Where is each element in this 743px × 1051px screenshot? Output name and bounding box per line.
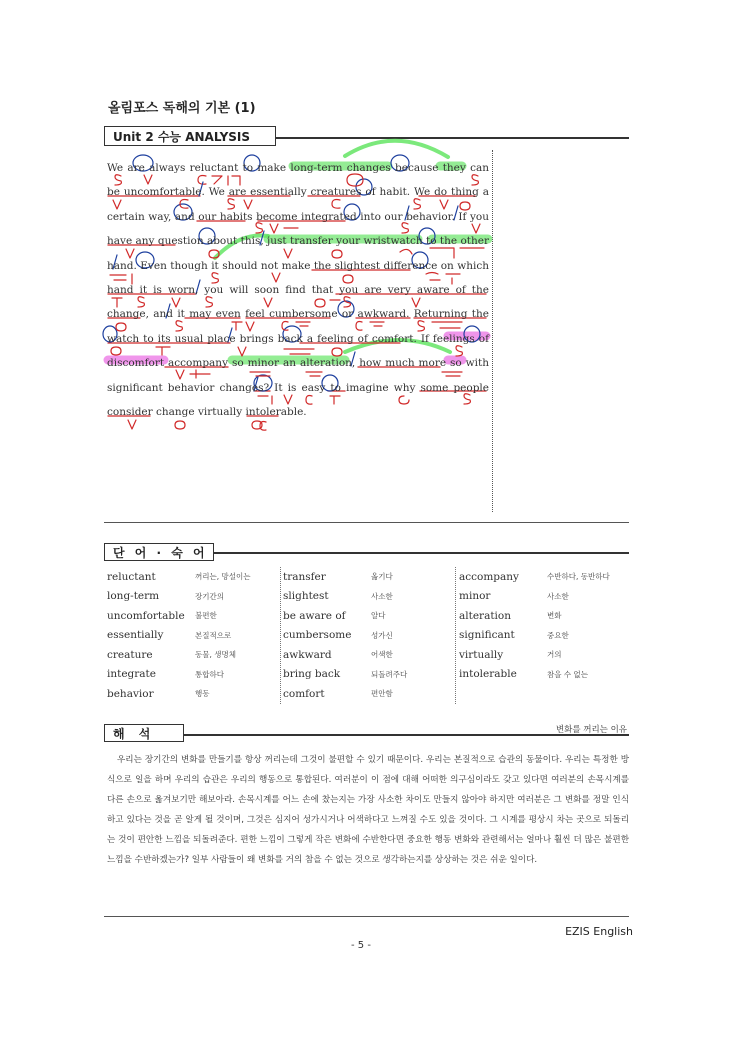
vocab-meaning: 성가신 xyxy=(371,630,393,640)
vocab-meaning: 참을 수 없는 xyxy=(547,669,588,679)
reading-passage: We are always reluctant to make long-term changes because they can be uncomfortable. We are essentially creatures of habit. We do thing a certain way, and our habits become integrated into our behavior. If you have any question about this, just transfer your wristwatch to the other hand. Even though it should not make the slightest difference on which hand it is worn, you will soon find that you are very aware of the change, and it may even feel cumbersome or awkward. Returning the watch to its usual place brings back a feeling of comfort. If feelings of discomfort accompany so minor an alteration, how much more so with significant behavior changes? It is easy to imagine why some people consider change virtually intolerable. xyxy=(107,162,489,419)
vocab-word: integrate xyxy=(107,668,156,681)
vocab-word: transfer xyxy=(283,570,326,583)
vocab-word: comfort xyxy=(283,687,325,700)
vocab-row xyxy=(107,645,250,665)
vocab-row xyxy=(283,665,407,685)
unit-label-box: Unit 2 수능 ANALYSIS xyxy=(104,126,276,146)
passage-dotted-border xyxy=(492,150,493,512)
vocab-divider xyxy=(214,552,629,554)
vocab-row xyxy=(283,606,407,626)
vocab-word: slightest xyxy=(283,590,329,603)
vocab-meaning: 어색한 xyxy=(371,650,393,660)
vocab-column-separator xyxy=(455,567,456,704)
vocab-word: virtually xyxy=(459,648,504,661)
vocab-row xyxy=(459,665,610,685)
vocab-word: long-term xyxy=(107,590,160,603)
vocab-row xyxy=(459,606,610,626)
translation-topic-tag: 변화를 꺼리는 이유 xyxy=(555,725,627,735)
vocab-word: accompany xyxy=(459,570,519,583)
vocab-meaning: 편안함 xyxy=(371,689,393,699)
vocab-row xyxy=(107,567,250,587)
vocab-word: reluctant xyxy=(107,570,156,583)
vocab-row xyxy=(107,665,250,685)
vocab-word: awkward xyxy=(283,648,332,661)
vocab-word: minor xyxy=(459,590,491,603)
vocab-word: be aware of xyxy=(283,609,346,622)
vocab-column-1 xyxy=(107,567,250,704)
brand-name: EZIS English xyxy=(565,925,633,938)
vocab-meaning: 사소한 xyxy=(547,591,569,601)
vocab-word: significant xyxy=(459,629,515,642)
vocab-word: bring back xyxy=(283,668,341,681)
vocab-meaning: 수반하다, 동반하다 xyxy=(547,572,610,582)
vocab-word: intolerable xyxy=(459,668,517,681)
vocab-meaning: 알다 xyxy=(371,611,386,621)
vocab-column-3 xyxy=(459,567,610,684)
vocab-meaning: 옮기다 xyxy=(371,572,393,582)
vocab-meaning: 동물, 생명체 xyxy=(195,650,236,660)
vocab-word: behavior xyxy=(107,687,154,700)
vocab-row xyxy=(283,587,407,607)
page-number: - 5 - xyxy=(351,940,371,951)
vocab-word: essentially xyxy=(107,629,164,642)
vocab-row xyxy=(283,567,407,587)
vocab-row xyxy=(459,587,610,607)
vocab-column-separator xyxy=(280,567,281,704)
vocab-section-title: 단 어 · 숙 어 xyxy=(104,543,214,561)
vocab-row xyxy=(107,626,250,646)
translation-section-title: 해 석 xyxy=(104,724,184,742)
vocab-meaning: 통합하다 xyxy=(195,669,224,679)
vocab-word: cumbersome xyxy=(283,629,352,642)
vocab-meaning: 장기간의 xyxy=(195,591,224,601)
vocab-column-2 xyxy=(283,567,407,704)
vocab-meaning: 사소한 xyxy=(371,591,393,601)
vocab-row xyxy=(283,645,407,665)
vocab-row xyxy=(459,567,610,587)
page-header-title: 올림포스 독해의 기본 (1) xyxy=(108,101,256,116)
vocab-meaning: 꺼리는, 망설이는 xyxy=(195,572,251,582)
vocab-word: creature xyxy=(107,648,153,661)
vocab-row xyxy=(459,645,610,665)
footer-divider xyxy=(104,916,629,917)
section-divider xyxy=(104,522,629,523)
vocab-row xyxy=(107,606,250,626)
vocab-meaning: 본질적으로 xyxy=(195,630,232,640)
vocab-meaning: 행동 xyxy=(195,689,210,699)
vocab-meaning: 불편한 xyxy=(195,611,217,621)
vocab-row xyxy=(459,626,610,646)
vocab-row xyxy=(283,626,407,646)
vocab-word: alteration xyxy=(459,609,511,622)
vocab-row xyxy=(283,684,407,704)
vocab-meaning: 되돌려주다 xyxy=(371,669,408,679)
vocab-meaning: 변화 xyxy=(547,611,562,621)
vocab-meaning: 거의 xyxy=(547,650,562,660)
vocab-row xyxy=(107,587,250,607)
translation-text: 우리는 장기간의 변화를 만들기를 항상 꺼리는데 그것이 불편할 수 있기 때문이다. 우리는 본질적으로 습관의 동물이다. 우리는 특정한 방식으로 일을 하며 우리의 습관은 우리의 행동으로 통합된다. 여러분이 이 점에 대해 어떠한 의구심이라도 갖고 있다면 여러분의 손목시계를 다른 손으로 옮겨보기만 해보아라. 손목시계를 어느 손에 찼는지는 가장 사소한 차이도 만들지 않아야 하지만 여러분은 그 변화를 정말 인식하고 있다는 것을 곧 알게 될 것이며, 그것은 심지어 성가시거나 어색하다고 느껴질 수도 있을 것이다. 그 시계를 평상시 차는 곳으로 되돌리는 것이 편안한 느낌을 되돌려준다. 편한 느낌이 그렇게 작은 변화에 수반한다면 중요한 행동 변화와 관련해서는 얼마나 훨씬 더 많은 불편한 느낌을 수반하겠는가? 일부 사람들이 왜 변화를 거의 참을 수 없는 것으로 생각하는지를 상상하는 것은 쉬운 일이다. xyxy=(107,755,629,865)
vocab-row xyxy=(107,684,250,704)
vocab-word: uncomfortable xyxy=(107,609,185,622)
vocab-meaning: 중요한 xyxy=(547,630,569,640)
